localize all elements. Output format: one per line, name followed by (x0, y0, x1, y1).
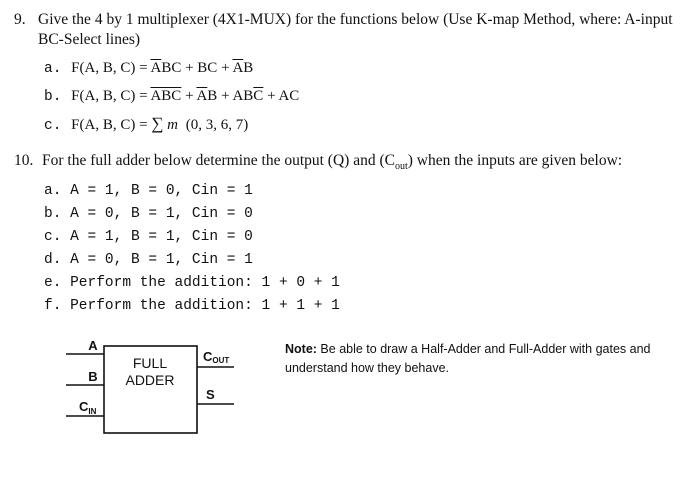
function-a: a. F(A, B, $C) = \overline{A}BC$ + BC + $\overline{A}B$ (44, 60, 254, 77)
input-cin-label: $C_{IN}$ (79, 399, 97, 416)
function-c: c. F(A, B, C) = ∑ m (0, 3, 6, 7) (44, 114, 249, 134)
output-s-label: S (206, 387, 215, 402)
input-a-label: A (88, 338, 98, 353)
list-item: f. Perform the addition: 1 + 1 + 1 (44, 298, 340, 314)
list-item: e. Perform the addition: 1 + 0 + 1 (44, 275, 340, 291)
function-b: b. F(A, B, $C) = \overline{ABC} + \overline{A}B + AB\overline{C}$ + AC (44, 88, 300, 105)
question-9-text: Give the 4 by 1 multiplexer (4X1-MUX) for the functions below (Use K-map Method, where: A-input BC-Select lines) (38, 11, 673, 48)
note-text: Be able to draw a Half-Adder and Full-Adder with gates and understand how they behave. (285, 342, 651, 375)
input-b-label: B (88, 369, 98, 384)
adder-label-full: FULL (132, 355, 168, 371)
note-bold-label: Note: (285, 342, 317, 356)
list-item: a. A = 1, B = 0, Cin = 1 (44, 183, 253, 199)
list-item: b. A = 0, B = 1, Cin = 0 (44, 206, 253, 222)
note (285, 340, 675, 378)
adder-label-adder: ADDER (125, 372, 175, 388)
list-item: d. A = 0, B = 1, Cin = 1 (44, 252, 253, 268)
list-item: c. A = 1, B = 1, Cin = 0 (44, 229, 253, 245)
question-10: 10. For the full adder below determine the output (Q) and $(C_{out})$ when the inputs are given below: (14, 152, 623, 173)
question-9-number: 9. (14, 11, 26, 28)
question-10-number: 10. (14, 152, 34, 169)
output-cout-label: COUT (203, 349, 230, 365)
